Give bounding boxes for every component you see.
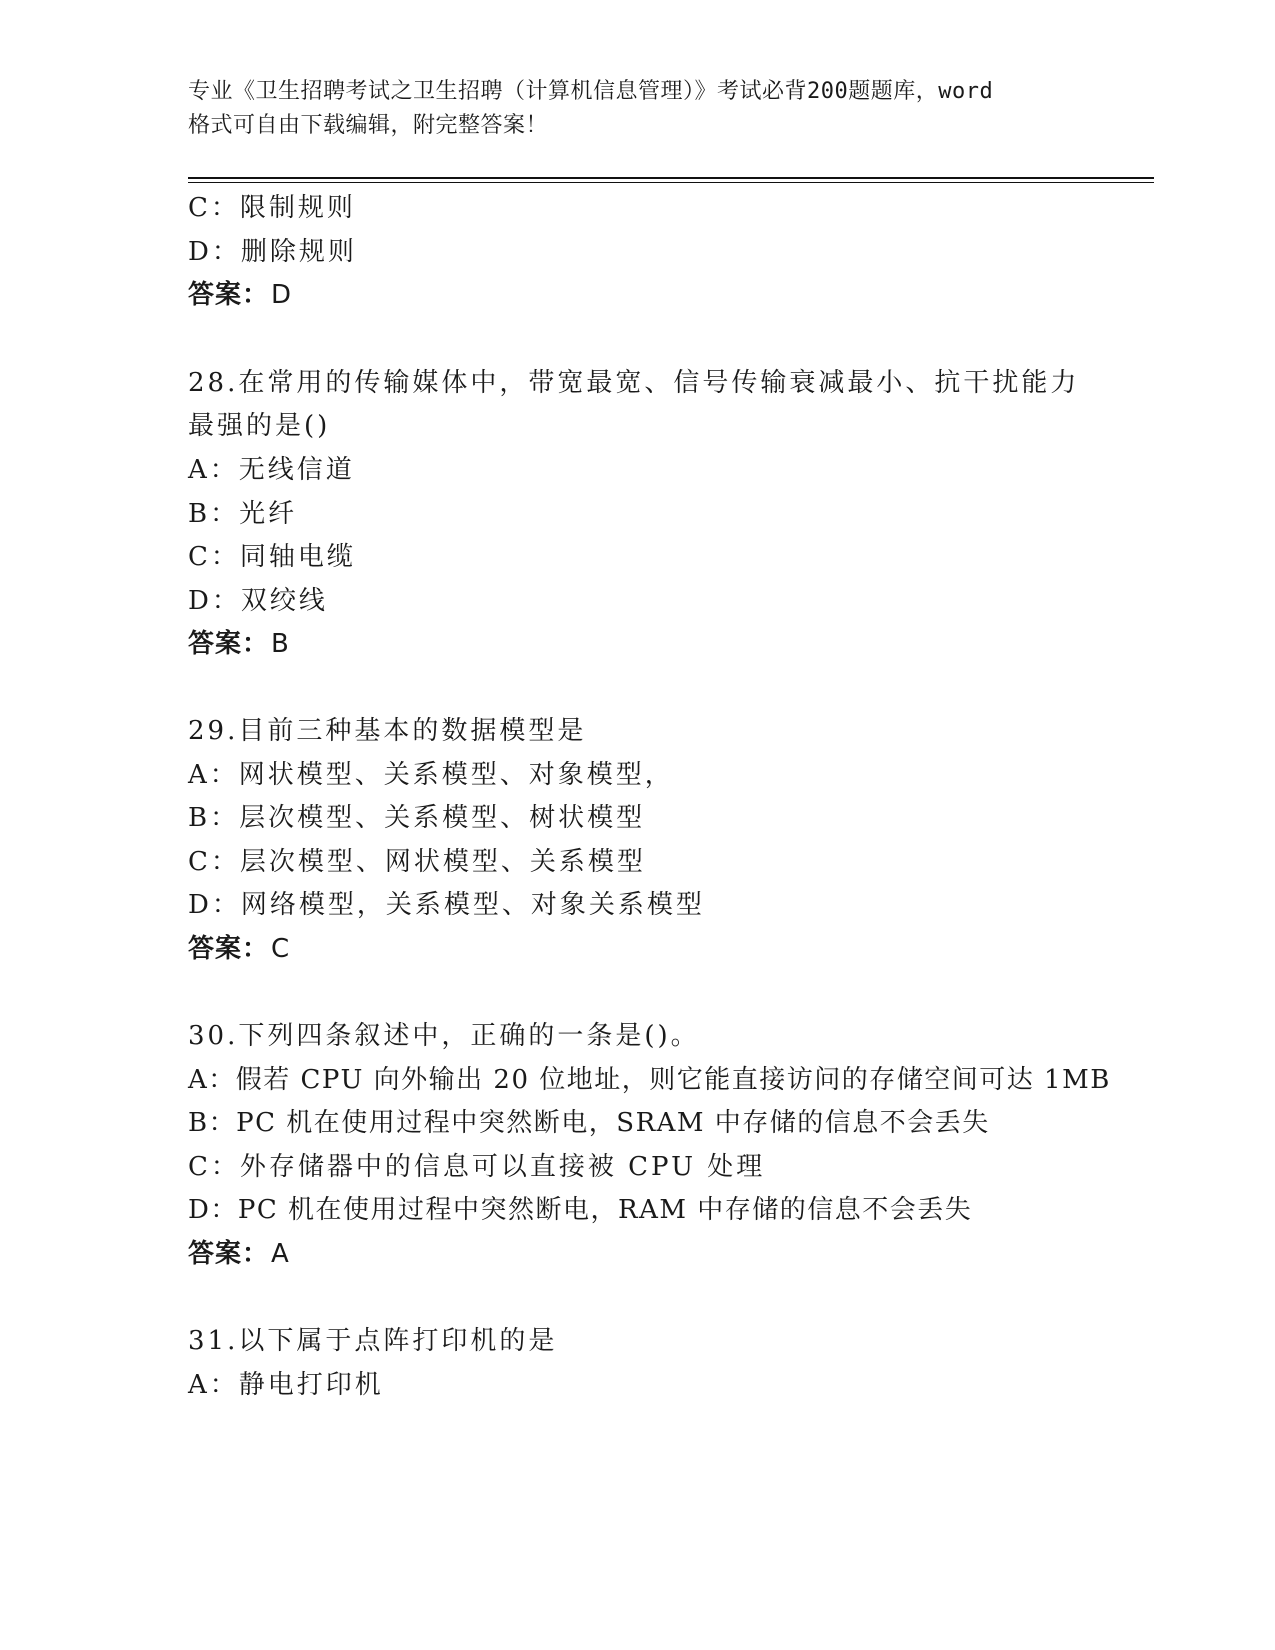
q29-option-a: A：网状模型、关系模型、对象模型， — [188, 760, 674, 790]
q28-stem-line-1: 28.在常用的传输媒体中，带宽最宽、信号传输衰减最小、抗干扰能力 — [188, 368, 1080, 398]
q27-option-d: D：删除规则 — [188, 237, 357, 267]
answer-label: 答案： — [188, 280, 270, 310]
header-line-2: 格式可自由下载编辑，附完整答案！ — [188, 113, 549, 138]
header-divider-thick — [188, 177, 1154, 179]
answer-value: B — [271, 629, 290, 659]
q28-option-c: C：同轴电缆 — [188, 542, 356, 572]
q30-option-b: B：PC 机在使用过程中突然断电，SRAM 中存储的信息不会丢失 — [188, 1108, 990, 1138]
answer-label: 答案： — [188, 629, 270, 659]
q28-option-d: D：双绞线 — [188, 586, 328, 616]
answer-label: 答案： — [188, 1239, 270, 1269]
q29-option-d: D：网络模型，关系模型、对象关系模型 — [188, 890, 705, 920]
answer-value: A — [271, 1239, 290, 1269]
q28-option-b: B：光纤 — [188, 499, 298, 529]
q29-answer — [188, 932, 290, 966]
header-divider-thin — [188, 182, 1154, 183]
q30-option-a: A：假若 CPU 向外输出 20 位地址，则它能直接访问的存储空间可达 1MB — [188, 1065, 1111, 1095]
q30-answer — [188, 1237, 290, 1271]
document-header — [188, 75, 1088, 143]
q27-option-c: C：限制规则 — [188, 193, 356, 223]
answer-value: C — [271, 934, 291, 964]
q31-option-a: A：静电打印机 — [188, 1370, 384, 1400]
q29-option-c: C：层次模型、网状模型、关系模型 — [188, 847, 646, 877]
q31-stem: 31.以下属于点阵打印机的是 — [188, 1326, 558, 1356]
q29-stem: 29.目前三种基本的数据模型是 — [188, 716, 587, 746]
q27-answer — [188, 278, 292, 312]
q30-option-c: C：外存储器中的信息可以直接被 CPU 处理 — [188, 1152, 766, 1182]
q28-answer — [188, 627, 290, 661]
q30-option-d: D：PC 机在使用过程中突然断电，RAM 中存储的信息不会丢失 — [188, 1195, 973, 1225]
q29-option-b: B：层次模型、关系模型、树状模型 — [188, 803, 646, 833]
answer-label: 答案： — [188, 934, 270, 964]
answer-value: D — [271, 280, 293, 310]
q30-stem: 30.下列四条叙述中，正确的一条是()。 — [188, 1021, 700, 1051]
header-line-1: 专业《卫生招聘考试之卫生招聘（计算机信息管理）》考试必背200题题库，word — [188, 79, 994, 104]
q28-option-a: A：无线信道 — [188, 455, 355, 485]
q28-stem-line-2: 最强的是() — [188, 411, 331, 441]
